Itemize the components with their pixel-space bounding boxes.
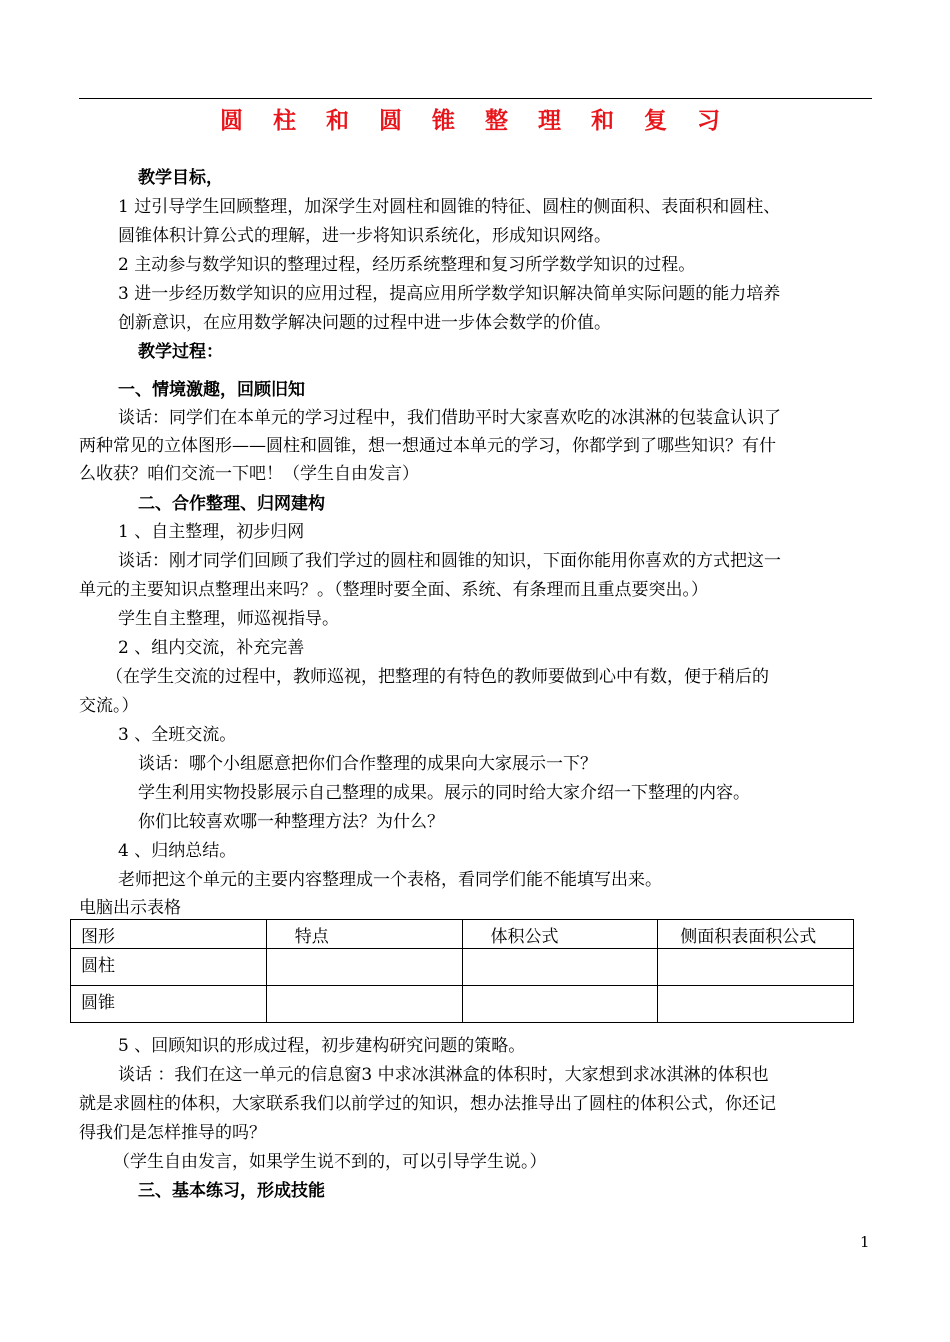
table-row bbox=[71, 949, 854, 986]
table-cell: 圆锥 bbox=[71, 986, 267, 1023]
paragraph-line: 谈话 ：我们在这一单元的信息窗3 中求冰淇淋盒的体积时，大家想到求冰淇淋的体积也 bbox=[118, 1065, 769, 1085]
table-cell bbox=[658, 986, 854, 1023]
table-caption: 电脑出示表格 bbox=[79, 898, 181, 918]
paragraph-line: 谈话：哪个小组愿意把你们合作整理的成果向大家展示一下？ bbox=[138, 754, 597, 774]
step-5-heading: 5 、回顾知识的形成过程，初步建构研究问题的策略。 bbox=[118, 1036, 526, 1056]
table-header-cell: 特点 bbox=[266, 920, 462, 949]
objectives-heading: 教学目标， bbox=[138, 168, 223, 188]
paragraph-line: 得我们是怎样推导的吗？ bbox=[79, 1123, 266, 1143]
page-number: 1 bbox=[860, 1233, 870, 1251]
table-header-row bbox=[71, 920, 854, 949]
process-heading: 教学过程： bbox=[138, 342, 223, 362]
objective-1-line-2: 圆锥体积计算公式的理解，进一步将知识系统化，形成知识网络。 bbox=[118, 226, 611, 246]
table-cell bbox=[462, 986, 658, 1023]
table-cell bbox=[266, 949, 462, 986]
page-title: 圆 柱 和 圆 锥 整 理 和 复 习 bbox=[219, 108, 732, 134]
table-cell: 圆柱 bbox=[71, 949, 267, 986]
paragraph-line: 学生利用实物投影展示自己整理的成果。展示的同时给大家介绍一下整理的内容。 bbox=[138, 783, 750, 803]
paragraph-line: 老师把这个单元的主要内容整理成一个表格，看同学们能不能填写出来。 bbox=[118, 870, 662, 890]
table-cell bbox=[462, 949, 658, 986]
paragraph-line: 单元的主要知识点整理出来吗？。（整理时要全面、系统、有条理而且重点要突出。） bbox=[79, 580, 708, 600]
paragraph-line: 两种常见的立体图形——圆柱和圆锥，想一想通过本单元的学习，你都学到了哪些知识？有什 bbox=[79, 436, 776, 456]
objective-1-line-1: 1 过引导学生回顾整理，加深学生对圆柱和圆锥的特征、圆柱的侧面积、表面积和圆柱、 bbox=[118, 197, 781, 217]
section-2-heading: 二、合作整理、归网建构 bbox=[138, 494, 325, 514]
table-cell bbox=[266, 986, 462, 1023]
table-cell bbox=[658, 949, 854, 986]
paragraph-line: （在学生交流的过程中，教师巡视，把整理的有特色的教师要做到心中有数，便于稍后的 bbox=[106, 667, 769, 687]
step-2-heading: 2 、组内交流，补充完善 bbox=[118, 638, 305, 658]
paragraph-line: 么收获？咱们交流一下吧！（学生自由发言） bbox=[79, 464, 419, 484]
paragraph-line: 谈话：刚才同学们回顾了我们学过的圆柱和圆锥的知识，下面你能用你喜欢的方式把这一 bbox=[118, 551, 781, 571]
table-header-cell: 侧面积表面积公式 bbox=[658, 920, 854, 949]
table-header-cell: 图形 bbox=[71, 920, 267, 949]
paragraph-line: 就是求圆柱的体积，大家联系我们以前学过的知识，想办法推导出了圆柱的体积公式，你还记 bbox=[79, 1094, 776, 1114]
objective-2: 2 主动参与数学知识的整理过程，经历系统整理和复习所学数学知识的过程。 bbox=[118, 255, 696, 275]
step-4-heading: 4 、归纳总结。 bbox=[118, 841, 237, 861]
objective-3-line-2: 创新意识，在应用数学解决问题的过程中进一步体会数学的价值。 bbox=[118, 313, 611, 333]
paragraph-line: 学生自主整理，师巡视指导。 bbox=[118, 609, 339, 629]
paragraph-line: （学生自由发言，如果学生说不到的，可以引导学生说。） bbox=[113, 1152, 547, 1172]
table-header-cell: 体积公式 bbox=[462, 920, 658, 949]
objective-3-line-1: 3 进一步经历数学知识的应用过程，提高应用所学数学知识解决简单实际问题的能力培养 bbox=[118, 284, 781, 304]
summary-table bbox=[70, 919, 854, 1023]
paragraph-line: 交流。） bbox=[79, 696, 139, 716]
table-row bbox=[71, 986, 854, 1023]
section-1-heading: 一、情境激趣，回顾旧知 bbox=[118, 380, 305, 400]
step-1-heading: 1 、自主整理，初步归网 bbox=[118, 522, 305, 542]
header-rule bbox=[79, 98, 872, 99]
section-3-heading: 三、基本练习，形成技能 bbox=[138, 1181, 325, 1201]
paragraph-line: 你们比较喜欢哪一种整理方法？为什么？ bbox=[138, 812, 444, 832]
step-3-heading: 3 、全班交流。 bbox=[118, 725, 237, 745]
paragraph-line: 谈话：同学们在本单元的学习过程中，我们借助平时大家喜欢吃的冰淇淋的包装盒认识了 bbox=[118, 408, 781, 428]
